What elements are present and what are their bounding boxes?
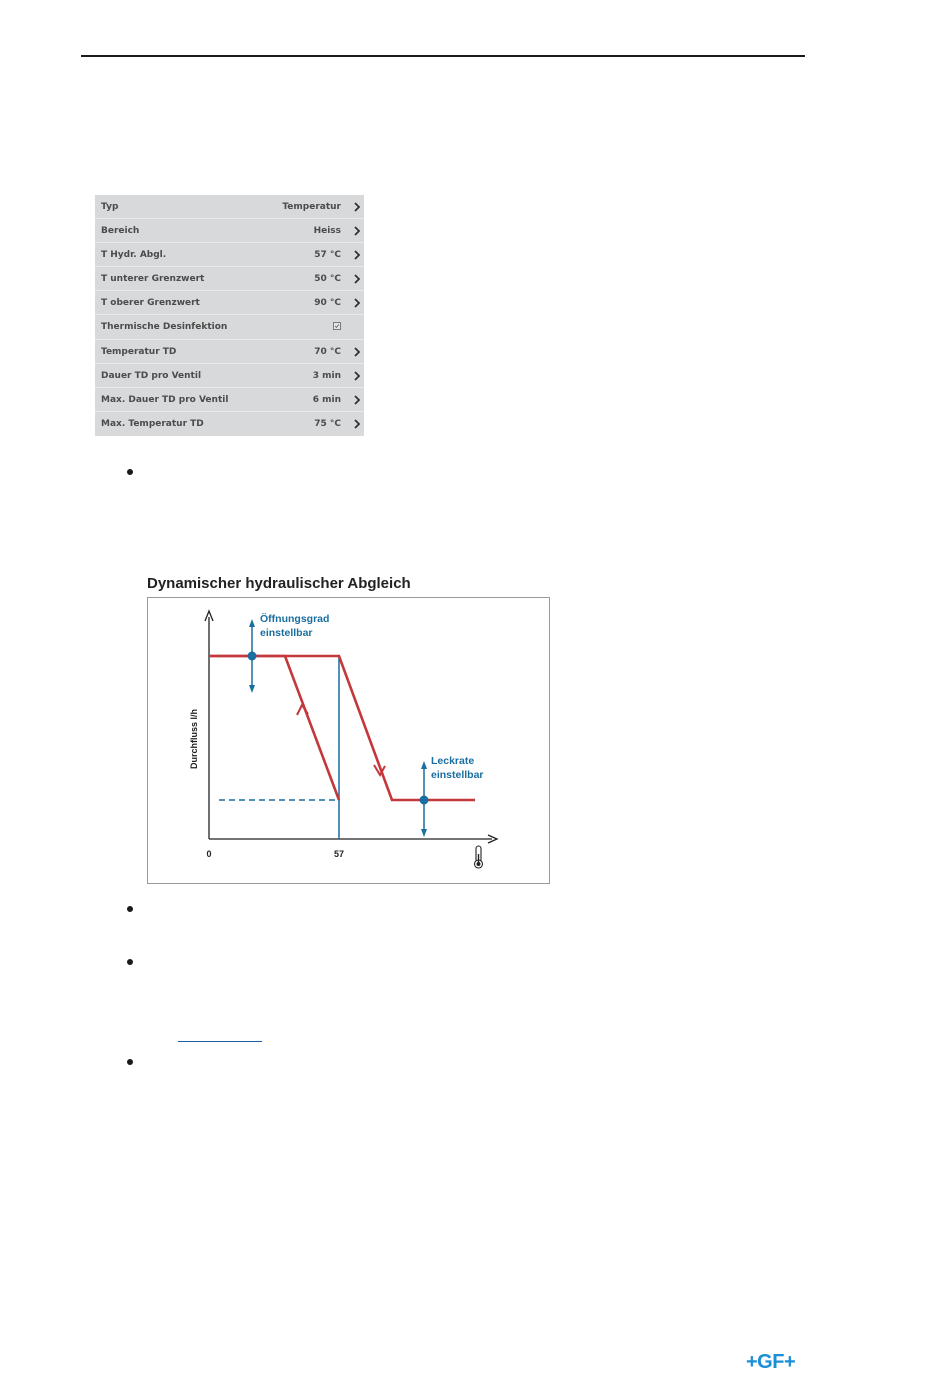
setting-value: 6 min — [312, 394, 341, 405]
setting-row-bereich[interactable] — [95, 219, 364, 243]
setting-row-max-temperatur-td[interactable] — [95, 412, 364, 436]
setting-value: 75 °C — [314, 418, 341, 429]
chevron-right-icon — [353, 371, 361, 381]
settings-panel — [95, 195, 364, 436]
setting-row-thermische-desinfektion — [95, 315, 364, 339]
setting-value: 50 °C — [314, 274, 341, 285]
chevron-right-icon — [353, 347, 361, 357]
setting-label: Max. Temperatur TD — [101, 418, 204, 429]
setting-row-t-oberer-grenzwert[interactable] — [95, 291, 364, 315]
chevron-right-icon — [353, 419, 361, 429]
bullet-point — [127, 469, 133, 475]
leak-annotation-line1: Leckrate — [431, 755, 475, 767]
x-tick-label-57: 57 — [333, 849, 345, 859]
chart-title: Dynamischer hydraulischer Abgleich — [147, 575, 411, 592]
setting-label: Thermische Desinfektion — [101, 322, 228, 333]
hyperlink-underline[interactable] — [178, 1041, 262, 1042]
header-rule — [81, 55, 805, 57]
y-axis-label: Durchfluss l/h — [189, 708, 199, 770]
chevron-right-icon — [353, 226, 361, 236]
chevron-right-icon — [353, 250, 361, 260]
setting-label: T oberer Grenzwert — [101, 298, 200, 309]
setting-label: T unterer Grenzwert — [101, 274, 205, 285]
x-tick-label-0: 0 — [206, 849, 212, 859]
setting-value: Temperatur — [282, 202, 341, 212]
leak-annotation-line2: einstellbar — [431, 769, 484, 781]
leak-point — [420, 796, 429, 805]
setting-row-max-dauer-td-pro-ventil[interactable] — [95, 388, 364, 412]
bullet-point — [127, 906, 133, 912]
chevron-right-icon — [353, 202, 361, 212]
thermometer-icon — [475, 846, 483, 868]
setting-row-t-unterer-grenzwert[interactable] — [95, 267, 364, 291]
setting-row-t-hydr-abgl[interactable] — [95, 243, 364, 267]
setting-label: T Hydr. Abgl. — [101, 250, 167, 261]
chevron-right-icon — [353, 395, 361, 405]
setting-row-dauer-td-pro-ventil[interactable] — [95, 364, 364, 388]
setting-label: Max. Dauer TD pro Ventil — [101, 394, 229, 405]
bullet-point — [127, 959, 133, 965]
setting-row-temperatur-td[interactable] — [95, 340, 364, 364]
setting-value: 3 min — [312, 370, 341, 381]
setting-value: Heiss — [313, 226, 341, 237]
setting-value: 70 °C — [314, 346, 341, 357]
setting-value: 57 °C — [314, 250, 341, 261]
chevron-right-icon — [353, 298, 361, 308]
bullet-point — [127, 1059, 133, 1065]
checkbox-checked-icon[interactable] — [333, 322, 341, 330]
setting-row-typ[interactable] — [95, 195, 364, 219]
gf-logo: +GF+ — [746, 1351, 796, 1373]
chevron-right-icon — [353, 274, 361, 284]
setting-label: Bereich — [101, 226, 140, 237]
opening-annotation-line2: einstellbar — [260, 627, 313, 639]
setting-label: Temperatur TD — [101, 346, 177, 357]
chart — [147, 597, 550, 884]
setting-label: Typ — [101, 202, 119, 212]
opening-point — [248, 652, 257, 661]
opening-annotation-line1: Öffnungsgrad — [260, 613, 330, 625]
chart-border — [148, 598, 550, 884]
setting-label: Dauer TD pro Ventil — [101, 370, 202, 381]
setting-value: 90 °C — [314, 298, 341, 309]
